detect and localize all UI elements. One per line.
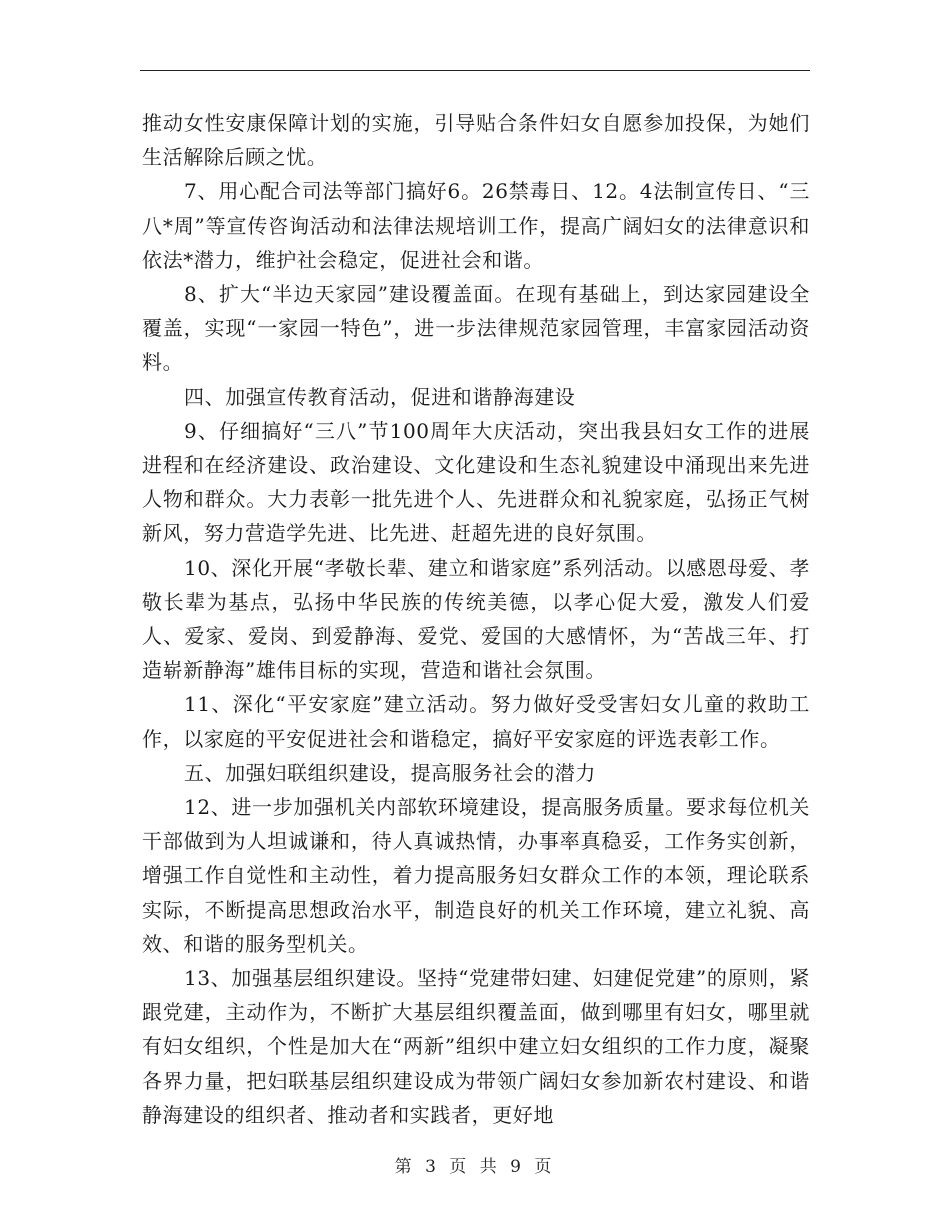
paragraph-item-13: 13、加强基层组织建设。坚持“党建带妇建、妇建促党建”的原则，紧跟党建，主动作为，不断扩大基层组织覆盖面，做到哪里有妇女，哪里就有妇女组织，个性是加大在“两新”组织中建立妇女组织的工作力度，凝聚各界力量，把妇联基层组织建设成为带领广阔妇女参加新农村建设、和谐静海建设的组织者、推动者和实践者，更好地 xyxy=(142,966,810,1127)
header-rule xyxy=(140,70,810,71)
paragraph-item-12: 12、进一步加强机关内部软环境建设，提高服务质量。要求每位机关干部做到为人坦诚谦和，待人真诚热情，办事率真稳妥，工作务实创新，增强工作自觉性和主动性，着力提高服务妇女群众工作的本领，理论联系实际，不断提高思想政治水平，制造良好的机关工作环境，建立礼貌、高效、和谐的服务型机关。 xyxy=(142,795,810,956)
paragraph-item-10: 10、深化开展“孝敬长辈、建立和谐家庭”系列活动。以感恩母爱、孝敬长辈为基点，弘扬中华民族的传统美德，以孝心促大爱，激发人们爱人、爱家、爱岗、到爱静海、爱党、爱国的大感情怀，为“苦战三年、打造崭新静海”雄伟目标的实现，营造和谐社会氛围。 xyxy=(142,555,810,683)
paragraph-item-8: 8、扩大“半边天家园”建设覆盖面。在现有基础上，到达家园建设全覆盖，实现“一家园一特色”，进一步法律规范家园管理，丰富家园活动资料。 xyxy=(142,282,810,375)
section-heading-4: 四、加强宣传教育活动，促进和谐静海建设 xyxy=(184,384,576,409)
document-body xyxy=(142,106,810,1132)
page-number-footer: 第 3 页 共 9 页 xyxy=(394,1157,556,1177)
paragraph-item-7: 7、用心配合司法等部门搞好6。26禁毒日、12。4法制宣传日、“三八*周”等宣传咨询活动和法律法规培训工作，提高广阔妇女的法律意识和依法*潜力，维护社会稳定，促进社会和谐。 xyxy=(142,179,810,272)
section-heading-5: 五、加强妇联组织建设，提高服务社会的潜力 xyxy=(184,760,596,785)
paragraph-item-9: 9、仔细搞好“三八”节100周年大庆活动，突出我县妇女工作的进展进程和在经济建设、政治建设、文化建设和生态礼貌建设中涌现出来先进人物和群众。大力表彰一批先进个人、先进群众和礼貌家庭，弘扬正气树新风，努力营造学先进、比先进、赶超先进的良好氛围。 xyxy=(142,418,810,546)
paragraph-item-11: 11、深化“平安家庭”建立活动。努力做好受受害妇女儿童的救助工作，以家庭的平安促进社会和谐稳定，搞好平安家庭的评选表彰工作。 xyxy=(142,692,810,751)
paragraph-continuation: 推动女性安康保障计划的实施，引导贴合条件妇女自愿参加投保，为她们生活解除后顾之忧。 xyxy=(142,111,810,170)
